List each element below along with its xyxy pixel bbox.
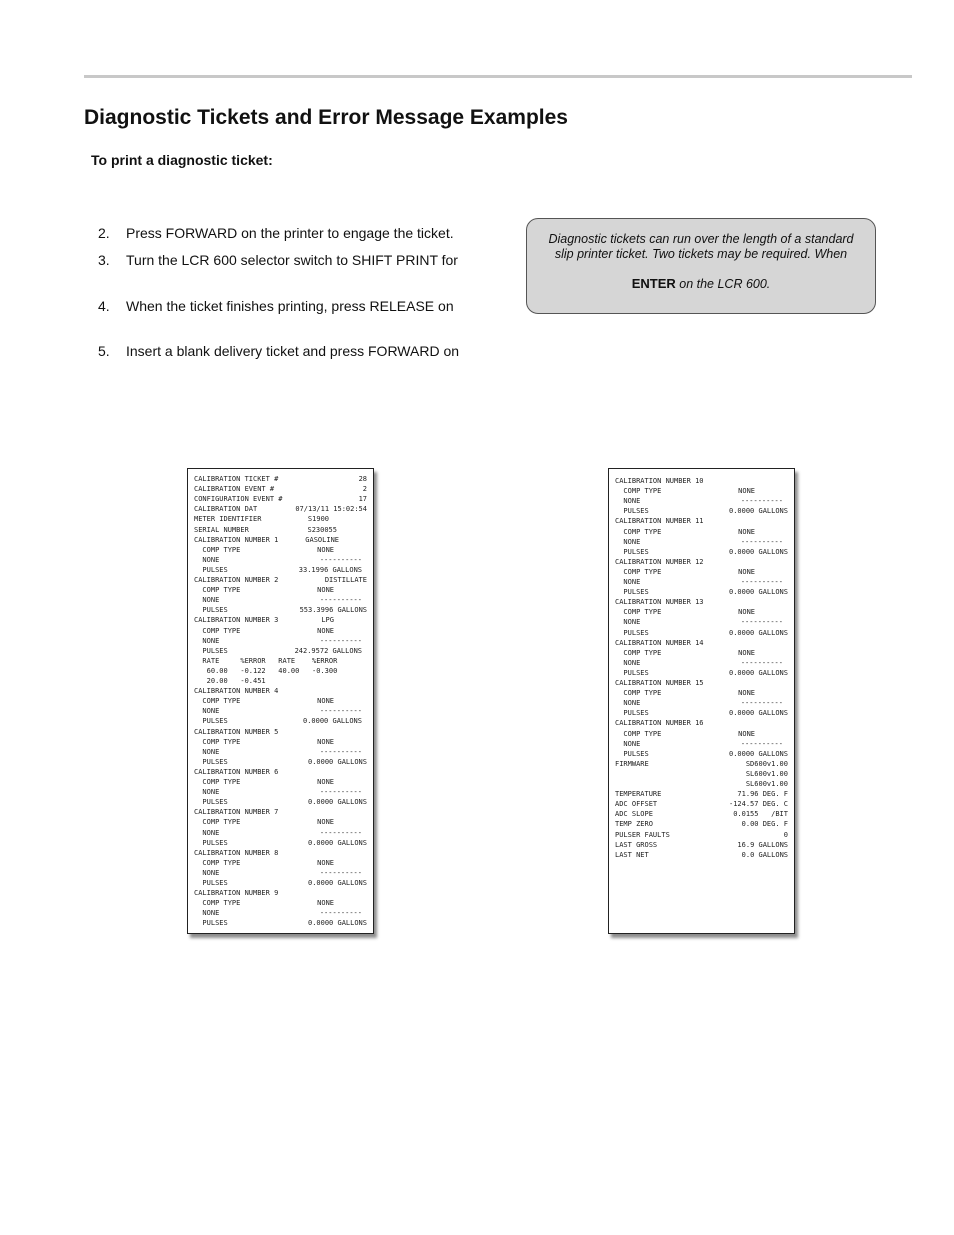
ticket-line-label: NONE (194, 788, 220, 797)
header-rule (84, 75, 912, 78)
ticket-line-label: CALIBRATION NUMBER 10 (615, 477, 704, 485)
ticket-line-label: COMP TYPE (615, 648, 662, 657)
ticket-line-value: ---------- (319, 788, 362, 797)
ticket-line-label: PULSES (194, 646, 228, 655)
step-number: 5. (98, 343, 110, 359)
ticket-line-value: NONE (738, 608, 755, 617)
ticket-line-value: 0.0000 GALLONS (728, 668, 788, 677)
ticket-line-label: CALIBRATION NUMBER 12 (615, 557, 704, 566)
ticket-line-label: CALIBRATION NUMBER 4 (194, 687, 279, 696)
ticket-line-value: NONE (738, 729, 755, 738)
ticket-line-label: COMP TYPE (615, 608, 662, 617)
ticket-line-value: NONE (317, 586, 334, 595)
note-enter-tail: on the LCR 600. (675, 277, 771, 291)
step-5 (98, 343, 459, 359)
ticket-line-value: ---------- (740, 739, 783, 748)
ticket-line-value: 16.9 GALLONS (737, 840, 788, 849)
ticket-line-value: SD600v1.00 (745, 759, 788, 768)
ticket-line-value: NONE (317, 626, 334, 635)
ticket-line-label: COMP TYPE (194, 545, 241, 554)
ticket-line-label: LAST NET (615, 850, 649, 859)
ticket-line-label: CALIBRATION NUMBER 13 (615, 598, 704, 607)
diagnostic-ticket-left (187, 468, 374, 934)
ticket-line-label: CALIBRATION NUMBER 3 (194, 616, 279, 625)
ticket-line-value: NONE (317, 899, 334, 908)
ticket-line-value: NONE (317, 858, 334, 867)
ticket-line-value: 0.0000 GALLONS (728, 588, 788, 597)
ticket-line-value: 0.0000 GALLONS (307, 838, 367, 847)
ticket-line-label: CALIBRATION NUMBER 6 (194, 767, 279, 776)
ticket-line-label: PULSES (194, 565, 228, 574)
ticket-line-label: CALIBRATION NUMBER 8 (194, 848, 279, 857)
enter-key-label: ENTER (631, 276, 676, 291)
ticket-line-label: COMP TYPE (615, 527, 662, 536)
ticket-line-label: CALIBRATION DAT (194, 505, 258, 514)
ticket-line-label: COMP TYPE (194, 899, 241, 908)
ticket-line-label: METER IDENTIFIER (194, 515, 262, 524)
ticket-line-label: PULSES (194, 757, 228, 766)
ticket-line-value: NONE (317, 737, 334, 746)
ticket-line-label: NONE (615, 618, 641, 627)
ticket-line-value: NONE (317, 697, 334, 706)
ticket-line-label: NONE (615, 578, 641, 586)
ticket-line-value: ---------- (740, 658, 783, 667)
ticket-line-label: CALIBRATION NUMBER 5 (194, 727, 279, 736)
ticket-line-value: NONE (738, 487, 755, 496)
ticket-line-label: PULSES (615, 588, 649, 597)
ticket-line-label: PULSES (615, 709, 649, 718)
ticket-line-label: PULSES (615, 668, 649, 677)
ticket-line-value: 0.0000 GALLONS (307, 919, 367, 928)
ticket-line-value: 33.1996 GALLONS (298, 565, 362, 574)
note-line-2: slip printer ticket. Two tickets may be required. When (554, 247, 848, 261)
ticket-line-value: 0.0000 GALLONS (302, 717, 362, 726)
ticket-line-label: NONE (194, 707, 220, 716)
ticket-line-label: NONE (615, 699, 641, 708)
ticket-line-value: 0.00 DEG. F (741, 820, 788, 829)
ticket-line-value: ---------- (740, 699, 783, 708)
ticket-line-value: 17 (358, 495, 367, 504)
ticket-line-label: ADC SLOPE (615, 810, 653, 819)
step-number: 2. (98, 225, 110, 241)
ticket-line-label: PULSER FAULTS (615, 830, 670, 839)
step-text: Insert a blank delivery ticket and press FORWARD on (126, 343, 460, 359)
note-line-3 (527, 276, 875, 292)
ticket-line-value: NONE (317, 545, 334, 554)
ticket-line-label: COMP TYPE (194, 818, 241, 827)
ticket-line-label: 20.00 -0.451 (194, 677, 266, 685)
ticket-line-label: CALIBRATION EVENT # (194, 485, 275, 494)
ticket-line-label: TEMP ZERO (615, 820, 653, 829)
ticket-line-value: ---------- (319, 747, 362, 756)
ticket-line-value: 0.0000 GALLONS (728, 709, 788, 718)
ticket-line-label: PULSES (615, 749, 649, 758)
ticket-line-value: 28 (358, 475, 367, 483)
step-text: Press FORWARD on the printer to engage the ticket. (126, 225, 454, 241)
ticket-line-label: CALIBRATION NUMBER 9 (194, 889, 279, 898)
ticket-line-label: NONE (194, 636, 220, 645)
ticket-line-label: COMP TYPE (615, 689, 662, 698)
page-title: Diagnostic Tickets and Error Message Examples (84, 106, 568, 129)
ticket-line-label: PULSES (615, 547, 649, 556)
ticket-line-value: 0.0000 GALLONS (307, 757, 367, 766)
ticket-line-value: ---------- (740, 497, 783, 506)
ticket-line-value: SL600v1.00 (745, 769, 788, 778)
ticket-line-value: ---------- (319, 909, 362, 918)
ticket-line-label: CALIBRATION NUMBER 7 (194, 808, 279, 817)
ticket-line-value: 553.3996 GALLONS (299, 606, 367, 615)
ticket-line-value: NONE (738, 567, 755, 576)
ticket-line-label: COMP TYPE (615, 487, 662, 496)
ticket-line-value: ---------- (740, 618, 783, 627)
ticket-line-label: NONE (615, 497, 641, 506)
ticket-line-label: PULSES (194, 838, 228, 847)
ticket-line-value: ---------- (319, 828, 362, 837)
ticket-line-label: NONE (615, 537, 641, 546)
ticket-line-value: 0.0000 GALLONS (307, 879, 367, 887)
ticket-line-label: CALIBRATION TICKET # (194, 475, 279, 483)
ticket-line-value: NONE (317, 778, 334, 786)
diagnostic-ticket-right (608, 468, 795, 934)
ticket-line-value: NONE (738, 689, 755, 698)
ticket-line-value: ---------- (319, 555, 362, 564)
ticket-line-value: NONE (738, 527, 755, 536)
ticket-line-label: PULSES (194, 606, 228, 615)
ticket-line-label: NONE (194, 747, 220, 756)
step-2 (98, 225, 454, 241)
ticket-line-label: COMP TYPE (194, 737, 241, 746)
ticket-line-label: NONE (615, 658, 641, 667)
ticket-line-value: 242.9572 GALLONS (294, 646, 362, 655)
step-number: 4. (98, 298, 110, 314)
ticket-line-value: 71.96 DEG. F (737, 790, 788, 799)
ticket-line-value: ---------- (319, 596, 362, 605)
ticket-line-value: S1900 (307, 515, 329, 524)
ticket-line-value: 0.0000 GALLONS (728, 547, 788, 556)
ticket-line-label: NONE (194, 555, 220, 564)
ticket-line-value: 07/13/11 15:02:54 (295, 505, 367, 514)
ticket-line-label: CALIBRATION NUMBER 16 (615, 719, 704, 728)
ticket-line-value: -124.57 DEG. C (728, 800, 788, 809)
ticket-line-value: 0.0000 GALLONS (728, 749, 788, 758)
step-4 (98, 298, 454, 314)
ticket-line-label: LAST GROSS (615, 840, 658, 849)
note-box (526, 218, 876, 314)
ticket-line-label: COMP TYPE (194, 586, 241, 595)
step-text: When the ticket finishes printing, press RELEASE on (126, 298, 454, 314)
ticket-line-label: CALIBRATION NUMBER 14 (615, 638, 704, 647)
ticket-line-value: 0.0000 GALLONS (307, 798, 367, 807)
ticket-line-label: COMP TYPE (615, 567, 662, 576)
ticket-line-value: DISTILLATE (324, 576, 367, 584)
step-3 (98, 252, 458, 268)
ticket-line-label: NONE (194, 909, 220, 918)
ticket-line-value: SL600v1.00 (745, 780, 788, 788)
ticket-line-label: CALIBRATION NUMBER 2 (194, 576, 279, 584)
ticket-line-label: SERIAL NUMBER (194, 525, 249, 534)
ticket-line-label: CALIBRATION NUMBER 15 (615, 679, 704, 687)
ticket-line-label: PULSES (194, 798, 228, 807)
ticket-line-label: COMP TYPE (615, 729, 662, 738)
ticket-line-label: PULSES (194, 919, 228, 928)
ticket-line-label: RATE %ERROR RATE %ERROR (194, 656, 338, 665)
ticket-line-label: 60.00 -0.122 40.00 -0.300 (194, 666, 338, 675)
ticket-line-label: FIRMWARE (615, 759, 649, 768)
note-line-1: Diagnostic tickets can run over the length of a standard (548, 232, 854, 246)
ticket-line-label: NONE (615, 739, 641, 748)
ticket-line-value: 0.0000 GALLONS (728, 507, 788, 516)
ticket-line-label: COMP TYPE (194, 626, 241, 635)
ticket-line-value: LPG (321, 616, 334, 625)
ticket-line-value: ---------- (319, 868, 362, 877)
step-text: Turn the LCR 600 selector switch to SHIFT PRINT for (126, 252, 458, 268)
ticket-line-label: PULSES (615, 507, 649, 516)
ticket-line-value: ---------- (740, 537, 783, 546)
ticket-line-label: NONE (194, 868, 220, 877)
section-subheading: To print a diagnostic ticket: (91, 152, 273, 168)
ticket-line-label: CALIBRATION NUMBER 11 (615, 517, 704, 526)
ticket-line-label: CONFIGURATION EVENT # (194, 495, 283, 504)
ticket-line-value: 0 (783, 830, 788, 839)
ticket-line-label: TEMPERATURE (615, 790, 662, 799)
ticket-line-value: S230055 (307, 525, 337, 534)
ticket-line-value: NONE (738, 648, 755, 657)
ticket-line-label: COMP TYPE (194, 858, 241, 867)
ticket-line-label: NONE (194, 596, 220, 605)
ticket-line-value: 0.0 GALLONS (741, 850, 788, 859)
ticket-line-label: ADC OFFSET (615, 800, 658, 809)
ticket-line-value: ---------- (319, 636, 362, 645)
ticket-line-label: COMP TYPE (194, 697, 241, 706)
ticket-line-label: NONE (194, 828, 220, 837)
ticket-line-label: PULSES (615, 628, 649, 637)
ticket-line-label: PULSES (194, 717, 228, 726)
ticket-line-value: 2 (362, 485, 367, 494)
ticket-line-label: PULSES (194, 879, 228, 887)
ticket-line-value: 0.0155 /BIT (733, 810, 788, 819)
ticket-line-label: COMP TYPE (194, 778, 241, 786)
ticket-line-value: GASOLINE (305, 535, 339, 544)
ticket-line-value: ---------- (319, 707, 362, 716)
ticket-line-value: 0.0000 GALLONS (728, 628, 788, 637)
ticket-line-value: NONE (317, 818, 334, 827)
step-number: 3. (98, 252, 110, 268)
ticket-line-label: CALIBRATION NUMBER 1 (194, 535, 279, 544)
ticket-line-value: ---------- (740, 578, 783, 586)
